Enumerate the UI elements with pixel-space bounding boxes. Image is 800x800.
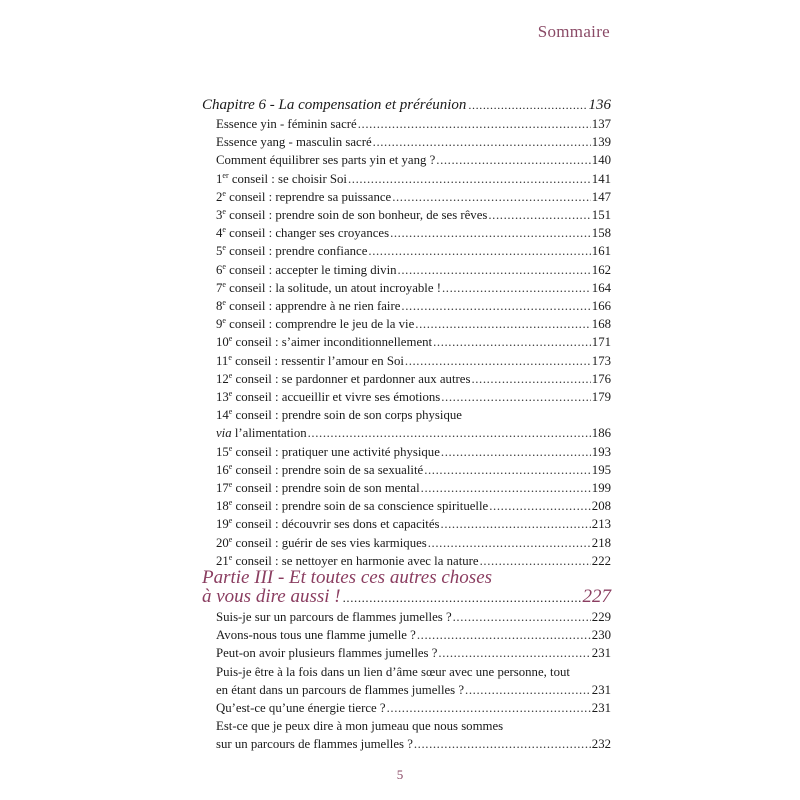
- toc-item: 12e conseil : se pardonner et pardonner aux autres ..... 176: [202, 370, 611, 388]
- toc-item: 1er conseil : se choisir Soi ..... 141: [202, 170, 611, 188]
- toc-item: 10e conseil : s’aimer inconditionnellement ..... 171: [202, 333, 611, 351]
- toc-item: 3e conseil : prendre soin de son bonheur, de ses rêves ..... 151: [202, 206, 611, 224]
- toc-item: Avons-nous tous une flamme jumelle ? ..... 230: [202, 626, 611, 644]
- toc-item: Suis-je sur un parcours de flammes jumelles ? ..... 229: [202, 608, 611, 626]
- toc-item: 2e conseil : reprendre sa puissance ..... 147: [202, 188, 611, 206]
- toc-item: 15e conseil : pratiquer une activité physique ..... 193: [202, 443, 611, 461]
- toc-item: 11e conseil : ressentir l’amour en Soi ..... 173: [202, 352, 611, 370]
- toc-item: 17e conseil : prendre soin de son mental ..... 199: [202, 479, 611, 497]
- part-section: [202, 568, 611, 754]
- toc-item: 13e conseil : accueillir et vivre ses émotions ..... 179: [202, 388, 611, 406]
- leader-dots: [468, 96, 586, 115]
- part-item-6-line1: Est-ce que je peux dire à mon jumeau que nous sommes: [216, 719, 504, 734]
- toc-item: 18e conseil : prendre soin de sa conscience spirituelle ..... 208: [202, 497, 611, 515]
- toc-item: Peut-on avoir plusieurs flammes jumelles ? ..... 231: [202, 644, 611, 662]
- toc-item: 20e conseil : guérir de ses vies karmiques ..... 218: [202, 534, 611, 552]
- part-item-6-line2: sur un parcours de flammes jumelles ? ..... 232: [202, 735, 611, 753]
- toc-item-14-line2: via l’alimentation ..... 186: [202, 424, 611, 442]
- toc-item: 9e conseil : comprendre le jeu de la vie ..... 168: [202, 315, 611, 333]
- toc-item: 16e conseil : prendre soin de sa sexualité ..... 195: [202, 461, 611, 479]
- toc-item: Comment équilibrer ses parts yin et yang ? ..... 140: [202, 151, 611, 169]
- toc-item: 7e conseil : la solitude, un atout incroyable ! ..... 164: [202, 279, 611, 297]
- running-header: Sommaire: [537, 22, 610, 41]
- chapter-entry: [202, 96, 611, 115]
- part-item-4-line1: Puis-je être à la fois dans un lien d’âme sœur avec une personne, tout: [216, 664, 570, 679]
- part-title-line1: Partie III - Et toutes ces autres choses: [202, 567, 493, 588]
- toc-item-14-line1: 14e conseil : prendre soin de son corps physique: [216, 407, 462, 423]
- chapter-page: 136: [588, 97, 611, 113]
- toc-item: 4e conseil : changer ses croyances ..... 158: [202, 224, 611, 242]
- toc-item: Essence yin - féminin sacré ..... 137: [202, 115, 611, 133]
- part-title-line2: à vous dire aussi ! ..... 227: [202, 587, 611, 608]
- part-page: 227: [582, 586, 611, 607]
- part-item-4-line2: en étant dans un parcours de flammes jumelles ? ..... 231: [202, 681, 611, 699]
- toc-item: Essence yang - masculin sacré ..... 139: [202, 133, 611, 151]
- toc-item: 5e conseil : prendre confiance ..... 161: [202, 242, 611, 260]
- toc-item: 8e conseil : apprendre à ne rien faire ..... 166: [202, 297, 611, 315]
- toc-item: 21e conseil : se nettoyer en harmonie avec la nature ..... 222: [202, 552, 611, 570]
- part-item-5: Qu’est-ce qu’une énergie tierce ? ..... 231: [202, 699, 611, 717]
- toc-item: 19e conseil : découvrir ses dons et capacités ..... 213: [202, 515, 611, 533]
- chapter-title: Chapitre 6 - La compensation et préréunion: [202, 97, 467, 113]
- toc-item: 6e conseil : accepter le timing divin ..... 162: [202, 261, 611, 279]
- page-number: 5: [396, 767, 404, 782]
- table-of-contents: [202, 96, 611, 570]
